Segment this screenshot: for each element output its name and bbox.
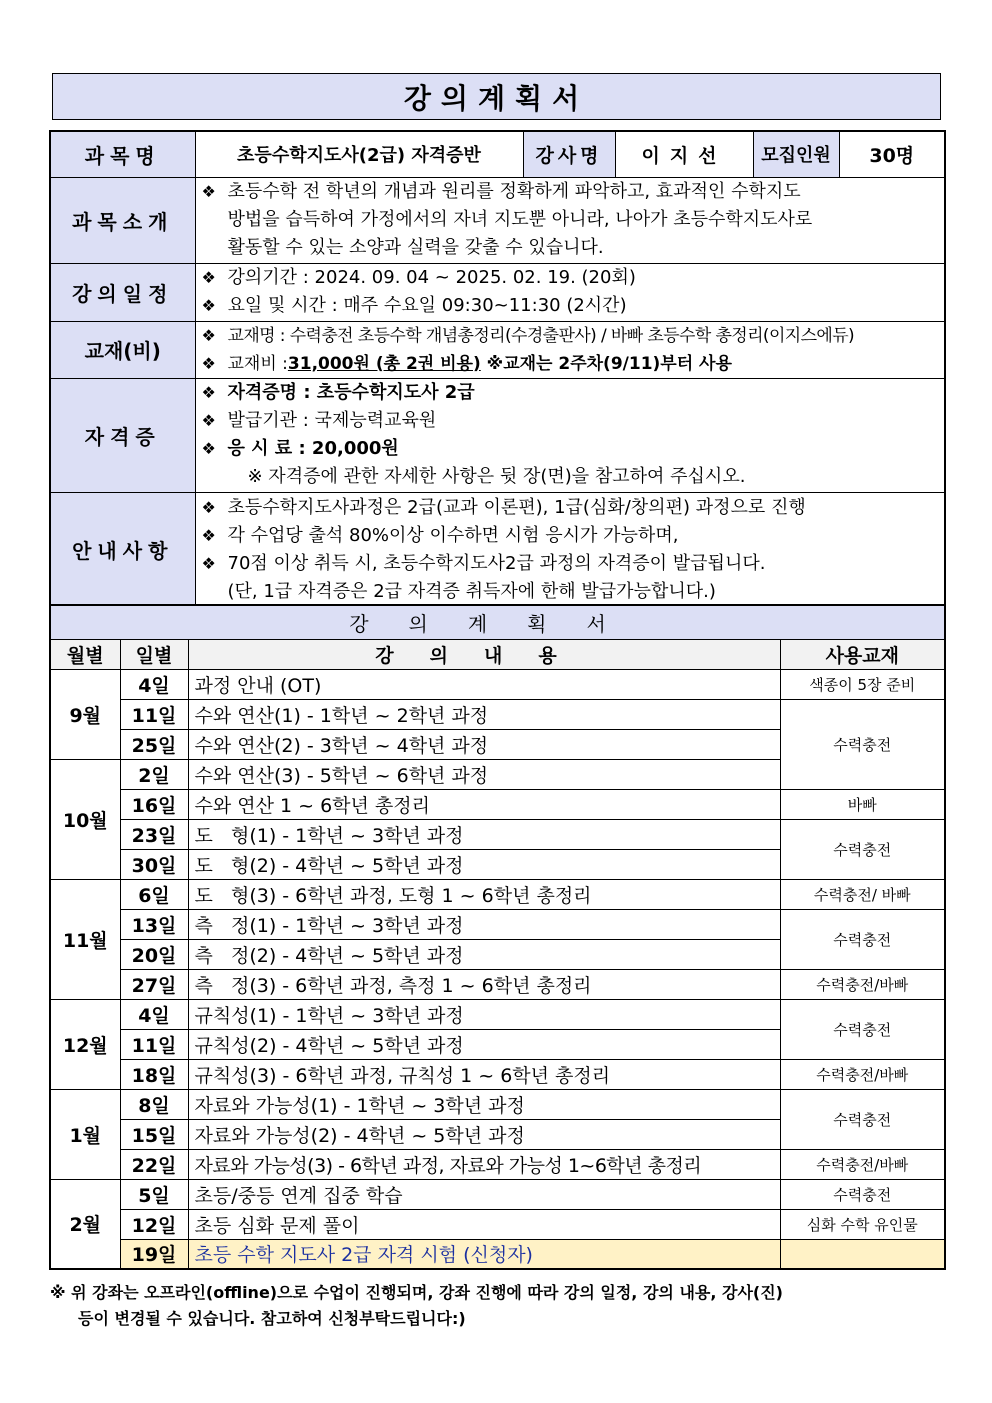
notice-content: ❖ 초등수학지도사과정은 2급(교과 이론편), 1급(심화/창의편) 과정으로 진행 ❖ 각 수업당 출석 80%이상 이수하면 시험 응시가 가능하며, ❖ 70점 이상 취득 시, 초등수학지도사2급 과정의 자격증이 발급됩니다. (단, 1급 자격증은 2급 자격증 취득자에 한해 발급가능합니다.) (195, 492, 945, 608)
table-row (50, 1179, 945, 1209)
day-cell: 18일 (120, 1059, 188, 1089)
header-month: 월별 (50, 639, 120, 669)
day-cell: 5일 (120, 1179, 188, 1209)
document-title-box (52, 73, 941, 120)
content-cell: 도 형(3) - 6학년 과정, 도형 1 ~ 6학년 총정리 (188, 879, 780, 909)
bullet-icon: ❖ (201, 268, 216, 287)
day-cell: 19일 (120, 1239, 188, 1269)
book-cell: 수력충전/바빠 (780, 1059, 945, 1089)
content-cell: 수와 연산 1 ~ 6학년 총정리 (188, 789, 780, 819)
day-cell: 4일 (120, 999, 188, 1029)
bullet-icon: ❖ (201, 325, 216, 345)
day-cell: 22일 (120, 1149, 188, 1179)
day-cell: 30일 (120, 849, 188, 879)
bullet-icon: ❖ (201, 383, 216, 402)
bullet-icon: ❖ (201, 411, 216, 430)
day-cell: 6일 (120, 879, 188, 909)
month-cell: 1월 (50, 1089, 120, 1179)
header-content: 강의내용 (188, 639, 780, 669)
schedule-content: ❖ 강의기간 : 2024. 09. 04 ~ 2025. 02. 19. (20회) ❖ 요일 및 시간 : 매주 수요일 09:30~11:30 (2시간) (195, 263, 945, 321)
cert-label: 자격증 (50, 378, 195, 492)
table-row (50, 999, 945, 1029)
schedule-section-title: 강의계획서 (50, 605, 945, 639)
book-cell: 바빠 (780, 789, 945, 819)
day-cell: 11일 (120, 1029, 188, 1059)
book-cell: 수력충전/ 바빠 (780, 879, 945, 909)
content-cell: 규칙성(2) - 4학년 ~ 5학년 과정 (188, 1029, 780, 1059)
content-cell: 자료와 가능성(3) - 6학년 과정, 자료와 가능성 1~6학년 총정리 (188, 1149, 780, 1179)
instructor-label: 강사명 (523, 131, 615, 177)
table-row (50, 1089, 945, 1119)
month-cell: 9월 (50, 669, 120, 759)
bullet-icon: ❖ (201, 182, 216, 201)
bullet-icon: ❖ (201, 497, 216, 517)
day-cell: 4일 (120, 669, 188, 699)
content-cell: 초등 심화 문제 풀이 (188, 1209, 780, 1239)
book-price: 31,000원 (총 2권 비용) (287, 353, 481, 374)
content-cell: 도 형(2) - 4학년 ~ 5학년 과정 (188, 849, 780, 879)
book-label: 교재(비) (50, 321, 195, 378)
content-cell: 과정 안내 (OT) (188, 669, 780, 699)
book-cell: 수력충전 (780, 909, 945, 969)
content-cell: 수와 연산(3) - 5학년 ~ 6학년 과정 (188, 759, 780, 789)
header-day: 일별 (120, 639, 188, 669)
lecture-schedule-table (49, 604, 946, 1270)
footer-note (50, 1280, 945, 1332)
table-row (50, 669, 945, 699)
day-cell: 13일 (120, 909, 188, 939)
day-cell: 25일 (120, 729, 188, 759)
recruit-value: 30명 (839, 131, 945, 177)
content-cell: 측 정(1) - 1학년 ~ 3학년 과정 (188, 909, 780, 939)
book-cell: 수력충전 (780, 819, 945, 879)
cert-content: ❖ 자격증명 : 초등수학지도사 2급 ❖ 발급기관 : 국제능력교육원 ❖ 응 시 료 : 20,000원 ※ 자격증에 관한 자세한 사항은 뒷 장(면)을 참고하여 주십시오. (195, 378, 945, 492)
table-row (50, 789, 945, 819)
subject-label: 과목명 (50, 131, 195, 177)
day-cell: 12일 (120, 1209, 188, 1239)
book-cell: 수력충전 (780, 699, 945, 789)
course-info-table (49, 130, 946, 609)
bullet-icon: ❖ (201, 439, 216, 458)
day-cell: 20일 (120, 939, 188, 969)
bullet-icon: ❖ (201, 296, 216, 315)
day-cell: 2일 (120, 759, 188, 789)
day-cell: 15일 (120, 1119, 188, 1149)
book-cell: 수력충전/바빠 (780, 969, 945, 999)
book-cell: 색종이 5장 준비 (780, 669, 945, 699)
book-cell: 수력충전/바빠 (780, 1149, 945, 1179)
bullet-icon: ❖ (201, 525, 216, 545)
book-cell: 수력충전 (780, 1089, 945, 1149)
subject-value: 초등수학지도사(2급) 자격증반 (195, 131, 523, 177)
content-cell: 측 정(2) - 4학년 ~ 5학년 과정 (188, 939, 780, 969)
month-cell: 11월 (50, 879, 120, 999)
footer-line-2: 등이 변경될 수 있습니다. 참고하여 신청부탁드립니다:) (78, 1309, 466, 1328)
content-cell: 측 정(3) - 6학년 과정, 측정 1 ~ 6학년 총정리 (188, 969, 780, 999)
content-cell: 초등/중등 연계 집중 학습 (188, 1179, 780, 1209)
month-cell: 12월 (50, 999, 120, 1089)
recruit-label: 모집인원 (753, 131, 839, 177)
day-cell: 27일 (120, 969, 188, 999)
table-row (50, 1209, 945, 1239)
intro-content: ❖ 초등수학 전 학년의 개념과 원리를 정확하게 파악하고, 효과적인 수학지도 방법을 습득하여 가정에서의 자녀 지도뿐 아니라, 나아가 초등수학지도사로 활동할 수 있는 소양과 실력을 갖출 수 있습니다. (195, 177, 945, 263)
month-cell: 2월 (50, 1179, 120, 1269)
content-cell: 규칙성(1) - 1학년 ~ 3학년 과정 (188, 999, 780, 1029)
bullet-icon: ❖ (201, 553, 216, 573)
day-cell: 8일 (120, 1089, 188, 1119)
table-row (50, 819, 945, 849)
table-row (50, 909, 945, 939)
schedule-label: 강의일정 (50, 263, 195, 321)
table-row (50, 1149, 945, 1179)
book-cell: 심화 수학 유인물 (780, 1209, 945, 1239)
exam-content-cell: 초등 수학 지도사 2급 자격 시험 (신청자) (188, 1239, 780, 1269)
table-row (50, 699, 945, 729)
book-content: ❖ 교재명 : 수력충전 초등수학 개념총정리(수경출판사) / 바빠 초등수학 총정리(이지스에듀) ❖ 교재비 : 31,000원 (총 2권 비용) ※교재는 2주차(9/11)부터 사용 (195, 321, 945, 378)
table-row (50, 879, 945, 909)
book-cell (780, 1239, 945, 1269)
document-title: 강의계획서 (403, 81, 590, 115)
day-cell: 16일 (120, 789, 188, 819)
footer-line-1: ※ 위 강좌는 오프라인(offline)으로 수업이 진행되며, 강좌 진행에 따라 강의 일정, 강의 내용, 강사(진) (50, 1283, 783, 1302)
book-cell: 수력충전 (780, 1179, 945, 1209)
notice-label: 안내사항 (50, 492, 195, 608)
book-note: ※교재는 2주차(9/11)부터 사용 (480, 353, 732, 374)
table-row (50, 969, 945, 999)
content-cell: 자료와 가능성(1) - 1학년 ~ 3학년 과정 (188, 1089, 780, 1119)
content-cell: 자료와 가능성(2) - 4학년 ~ 5학년 과정 (188, 1119, 780, 1149)
content-cell: 규칙성(3) - 6학년 과정, 규칙성 1 ~ 6학년 총정리 (188, 1059, 780, 1089)
instructor-value: 이지선 (615, 131, 753, 177)
content-cell: 수와 연산(2) - 3학년 ~ 4학년 과정 (188, 729, 780, 759)
content-cell: 수와 연산(1) - 1학년 ~ 2학년 과정 (188, 699, 780, 729)
exam-row (50, 1239, 945, 1269)
day-cell: 11일 (120, 699, 188, 729)
intro-label: 과목소개 (50, 177, 195, 263)
content-cell: 도 형(1) - 1학년 ~ 3학년 과정 (188, 819, 780, 849)
book-cell: 수력충전 (780, 999, 945, 1059)
header-book: 사용교재 (780, 639, 945, 669)
day-cell: 23일 (120, 819, 188, 849)
bullet-icon: ❖ (201, 353, 216, 373)
month-cell: 10월 (50, 759, 120, 879)
table-row (50, 1059, 945, 1089)
